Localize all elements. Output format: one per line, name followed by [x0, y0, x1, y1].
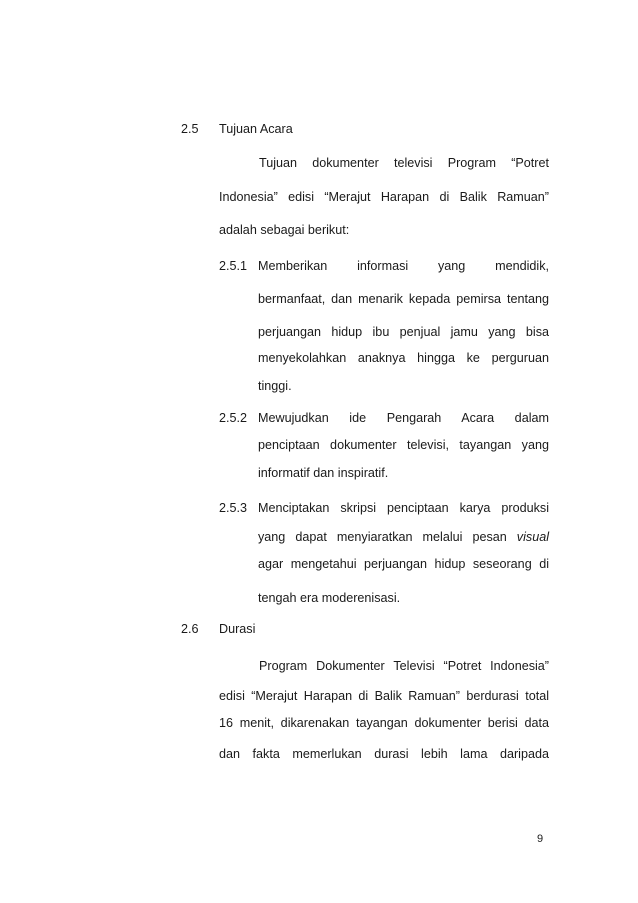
- paragraph-line: tinggi.: [258, 379, 292, 393]
- paragraph-line: yang dapat menyiaratkan melalui pesan visual: [258, 530, 549, 544]
- paragraph-line: menyekolahkan anaknya hingga ke perguruan: [258, 351, 549, 365]
- paragraph-line: 16 menit, dikarenakan tayangan dokumenter berisi data: [219, 716, 549, 730]
- paragraph-line: edisi “Merajut Harapan di Balik Ramuan” berdurasi total: [219, 689, 549, 703]
- paragraph-line: Indonesia” edisi “Merajut Harapan di Balik Ramuan”: [219, 190, 549, 204]
- section-title-durasi: Durasi: [219, 622, 256, 636]
- paragraph-line: Program Dokumenter Televisi “Potret Indonesia”: [259, 659, 549, 673]
- paragraph-line: Memberikan informasi yang mendidik,: [258, 259, 549, 273]
- paragraph-line: adalah sebagai berikut:: [219, 223, 350, 237]
- paragraph-line: Menciptakan skripsi penciptaan karya produksi: [258, 501, 549, 515]
- section-number-2-5: 2.5: [181, 122, 199, 136]
- paragraph-line: dan fakta memerlukan durasi lebih lama daripada: [219, 747, 549, 761]
- paragraph-line: agar mengetahui perjuangan hidup seseorang di: [258, 557, 549, 571]
- item-number-2-5-2: 2.5.2: [219, 411, 248, 425]
- section-title-tujuan-acara: Tujuan Acara: [219, 122, 293, 136]
- section-number-2-6: 2.6: [181, 622, 199, 636]
- paragraph-line: Mewujudkan ide Pengarah Acara dalam: [258, 411, 549, 425]
- paragraph-line: penciptaan dokumenter televisi, tayangan yang: [258, 438, 549, 452]
- paragraph-line: bermanfaat, dan menarik kepada pemirsa tentang: [258, 292, 549, 306]
- paragraph-line: tengah era moderenisasi.: [258, 591, 401, 605]
- italic-word-visual: visual: [516, 530, 549, 544]
- paragraph-line: informatif dan inspiratif.: [258, 466, 389, 480]
- paragraph-line: perjuangan hidup ibu penjual jamu yang bisa: [258, 325, 549, 339]
- item-number-2-5-1: 2.5.1: [219, 259, 248, 273]
- page-number: 9: [537, 833, 544, 845]
- item-number-2-5-3: 2.5.3: [219, 501, 248, 515]
- paragraph-line: Tujuan dokumenter televisi Program “Potret: [259, 156, 549, 170]
